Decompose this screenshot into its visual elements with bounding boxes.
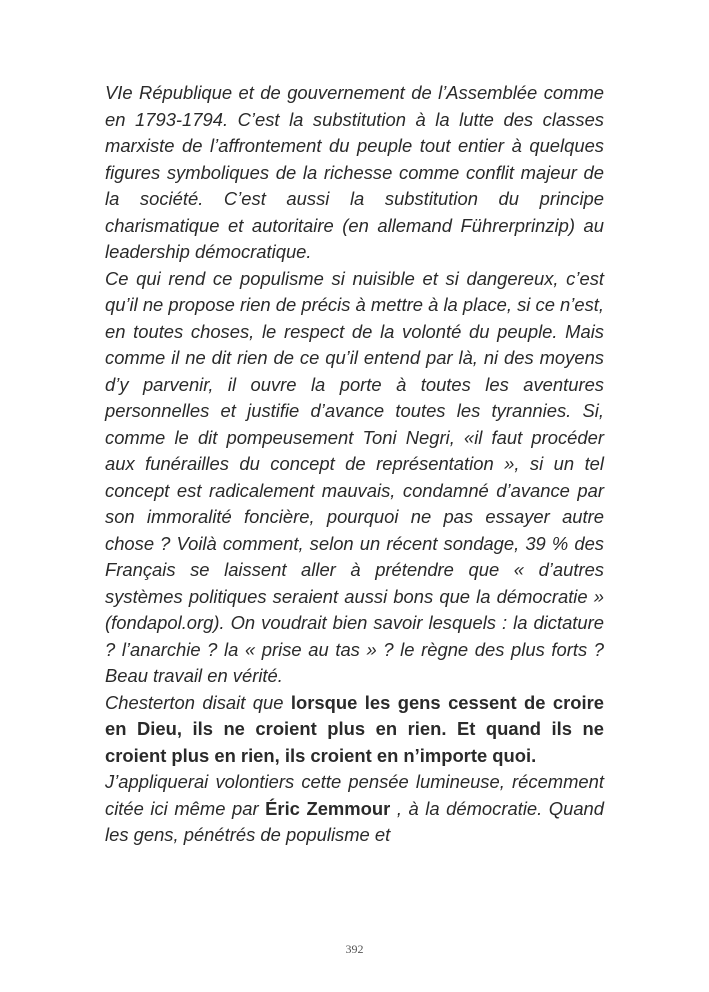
paragraph-4 <box>105 769 604 849</box>
author-name: Éric Zemmour <box>265 797 391 819</box>
paragraph-4-lead: J’appliquerai volontiers cette pensée lumineuse, récemment citée ici même par <box>105 771 604 819</box>
paragraph-3 <box>105 690 604 770</box>
body-text <box>105 80 604 849</box>
chesterton-quote: lorsque les gens cessent de croire en Dieu, ils ne croient plus en rien. Et quand ils ne croient plus en rien, ils croient en n’importe quoi. <box>105 691 604 766</box>
paragraph-3-lead: Chesterton disait que <box>105 691 291 713</box>
paragraph-2: Ce qui rend ce populisme si nuisible et si dangereux, c’est qu’il ne propose rien de précis à mettre à la place, si ce n’est, en toutes choses, le respect de la volonté du peuple. Mais comme il ne dit rien de ce qu’il entend par là, ni des moyens d’y parvenir, il ouvre la porte à toutes les aventures personnelles et justifie d’avance toutes les tyrannies. Si, comme le dit pompeusement Toni Negri, «il faut procéder aux funérailles du concept de représentation », si un tel concept est radicalement mauvais, condamné d’avance par son immoralité foncière, pourquoi ne pas essayer autre chose ? Voilà comment, selon un récent sondage, 39 % des Français se laissent aller à prétendre que « d’autres systèmes politiques seraient aussi bons que la démocratie » (fondapol.org). On voudrait bien savoir lesquels : la dictature ? l’anarchie ? la « prise au tas » ? le règne des plus forts ? Beau travail en vérité. <box>105 267 604 686</box>
page-number: 392 <box>345 942 364 956</box>
paragraph-4-tail: , à la démocratie. Quand les gens, pénétrés de populisme et <box>105 797 605 845</box>
paragraph-1: VIe République et de gouvernement de l’Assemblée comme en 1793-1794. C’est la substitution à la lutte des classes marxiste de l’affrontement du peuple tout entier à quelques figures symboliques de la richesse comme conflit majeur de la société. C’est aussi la substitution du principe charismatique et autoritaire (en allemand Führerprinzip) au leadership démocratique. <box>105 82 604 262</box>
